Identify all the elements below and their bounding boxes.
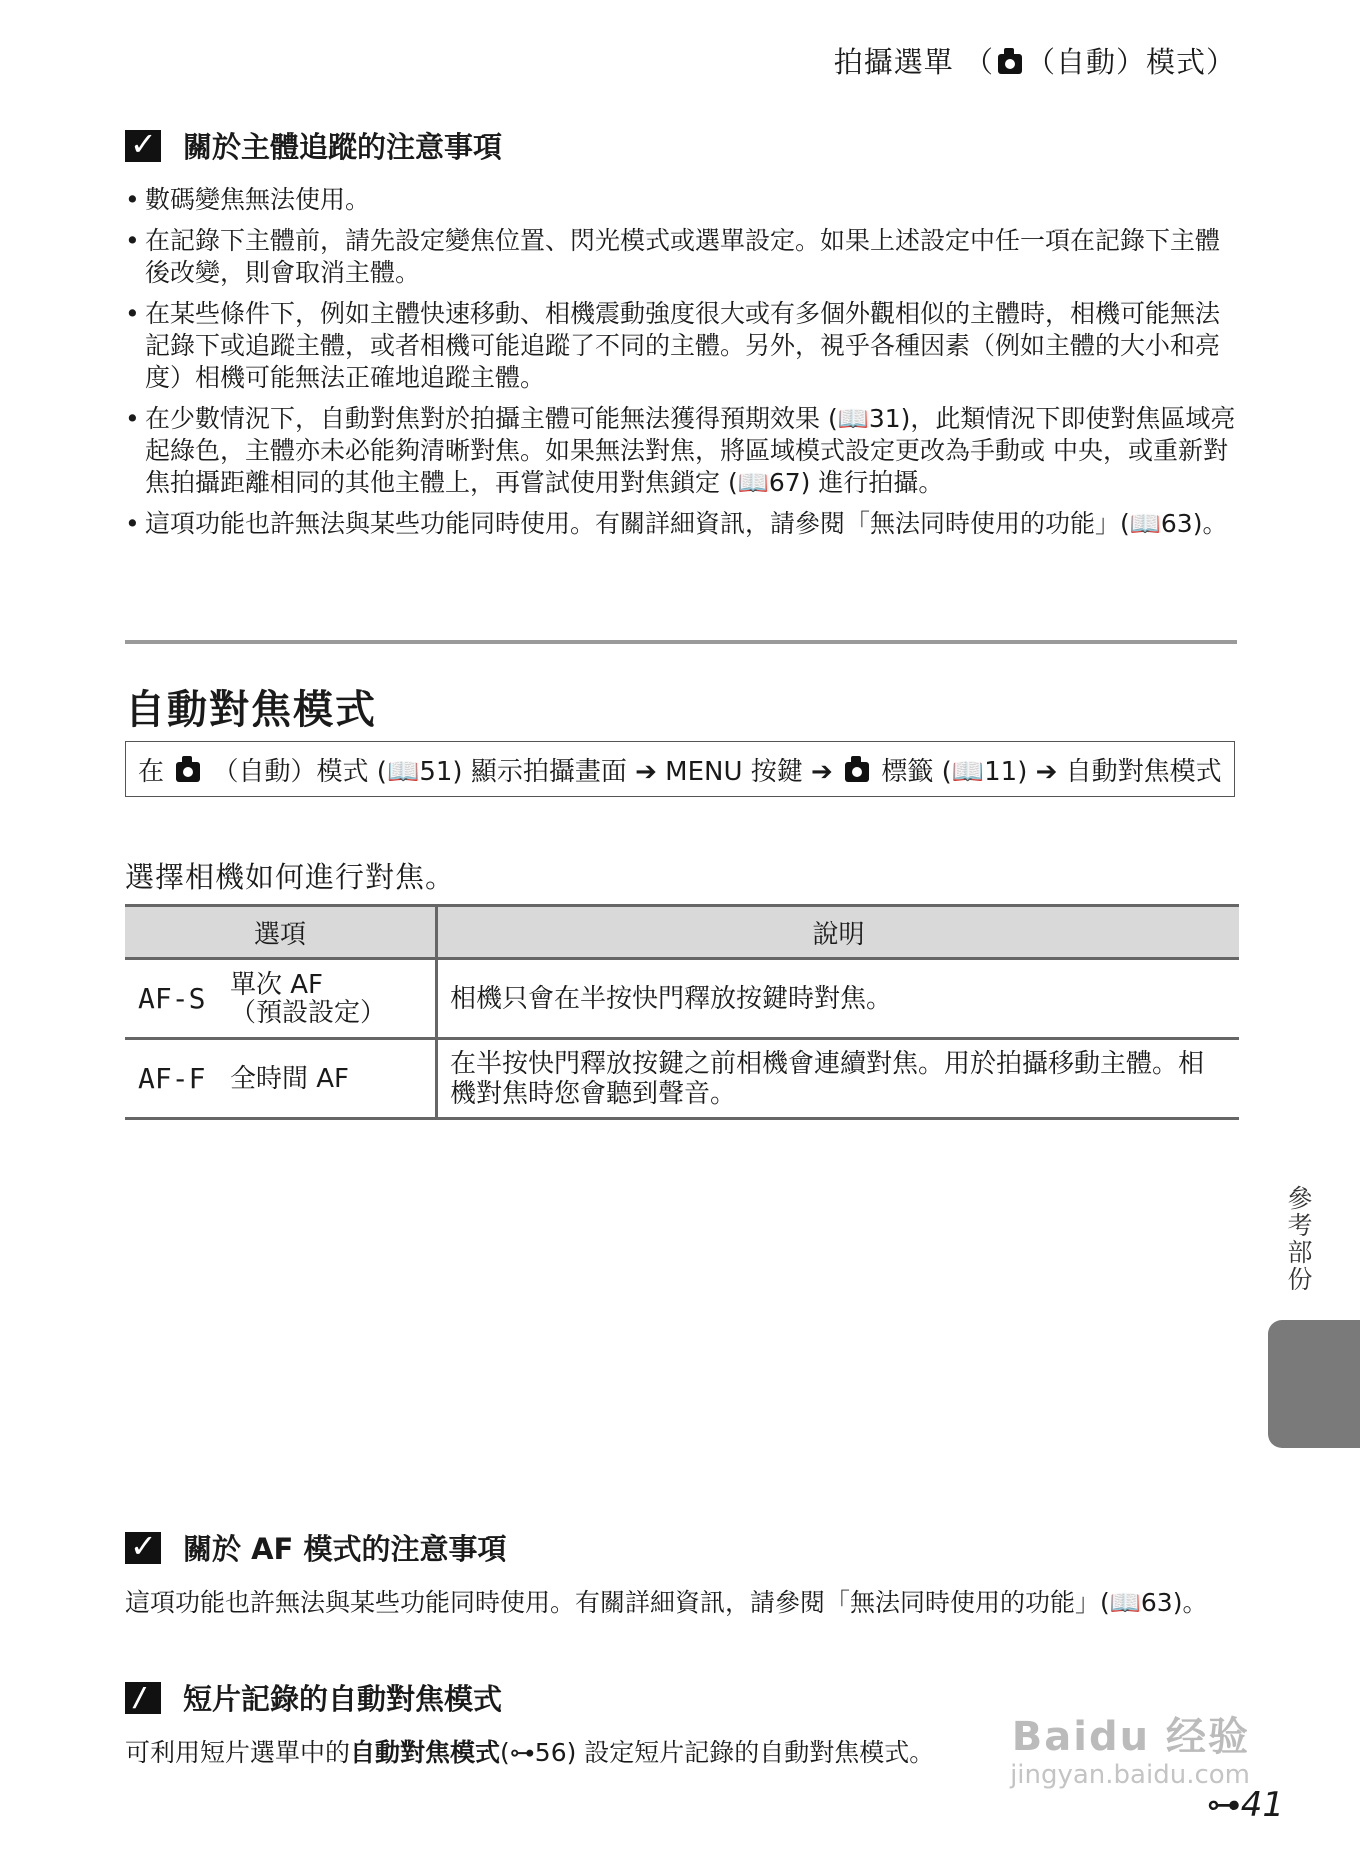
bullet-item: • 在少數情況下，自動對焦對於拍攝主體可能無法獲得預期效果 (📖31)，此類情況下即使對焦區域亮起綠色，主體亦未必能夠清晰對焦。如果無法對焦，將區域模式設定更改為手動或 中央，或重新對焦拍攝距離相同的其他主體上，再嘗試使用對焦鎖定 (📖67) 進行拍攝。 <box>125 403 1240 499</box>
bullet-item: • 這項功能也許無法與某些功能同時使用。有關詳細資訊，請參閱「無法同時使用的功能」(📖63)。 <box>125 508 1240 540</box>
note-af-mode <box>125 1527 1240 1620</box>
side-section-label: 參考部份 <box>1284 1185 1313 1293</box>
camera-icon <box>176 762 200 782</box>
section-intro: 選擇相機如何進行對焦。 <box>125 860 456 894</box>
note-text-part1: 可利用短片選單中的 <box>125 1738 351 1767</box>
path-text-3: 標籤 (📖11) ➔ 自動對焦模式 <box>881 757 1222 787</box>
section-divider <box>125 640 1237 644</box>
column-header-description: 說明 <box>437 906 1240 959</box>
option-cell <box>125 1039 437 1119</box>
check-icon: ✓ <box>125 1532 161 1564</box>
path-text-1: 在 <box>138 757 165 787</box>
path-text-2: （自動）模式 (📖51) 顯示拍攝畫面 ➔ MENU 按鍵 ➔ <box>212 757 833 787</box>
header-title-suffix: （自動）模式） <box>1025 45 1236 79</box>
option-description: 相機只會在半按快門釋放按鍵時對焦。 <box>437 959 1240 1039</box>
watermark-logo: Baidu 经验 <box>1011 1714 1250 1760</box>
table-header-row <box>125 906 1239 959</box>
watermark-url: jingyan.baidu.com <box>1010 1760 1250 1790</box>
camera-tab-icon <box>845 762 869 782</box>
page-number: ⊶41 <box>1206 1785 1284 1825</box>
header-title-prefix: 拍攝選單 <box>833 45 954 79</box>
bullet-item: • 數碼變焦無法使用。 <box>125 184 1240 216</box>
option-code: AF-F <box>138 1062 206 1095</box>
note-text-part2: (⊶56) 設定短片記錄的自動對焦模式。 <box>500 1738 935 1767</box>
bullet-list <box>125 184 1240 540</box>
camera-icon <box>998 54 1022 74</box>
option-name <box>230 971 386 1027</box>
option-cell <box>125 959 437 1039</box>
option-name-line1: 單次 AF <box>230 969 324 1000</box>
bullet-item: • 在某些條件下，例如主體快速移動、相機震動強度很大或有多個外觀相似的主體時，相機可能無法記錄下或追蹤主體，或者相機可能追蹤了不同的主體。另外，視乎各種因素（例如主體的大小和亮度）相機可能無法正確地追蹤主體。 <box>125 298 1240 394</box>
note-text: 這項功能也許無法與某些功能同時使用。有關詳細資訊，請參閱「無法同時使用的功能」(📖63)。 <box>125 1588 1208 1617</box>
bullet-item: • 在記錄下主體前，請先設定變焦位置、閃光模式或選單設定。如果上述設定中任一項在記錄下主體後改變，則會取消主體。 <box>125 225 1240 289</box>
table-row <box>125 1039 1239 1119</box>
note-title: 短片記錄的自動對焦模式 <box>183 1682 503 1716</box>
note-title: 關於 AF 模式的注意事項 <box>183 1532 507 1566</box>
header-open-paren: （ <box>963 45 994 79</box>
table-row <box>125 959 1239 1039</box>
option-name: 全時間 AF <box>230 1063 350 1094</box>
note-title: 關於主體追蹤的注意事項 <box>183 130 503 164</box>
note-heading <box>125 1527 1240 1568</box>
pencil-icon: / <box>125 1682 161 1714</box>
note-subject-tracking <box>125 125 1240 549</box>
menu-path-box <box>125 741 1235 797</box>
check-icon: ✓ <box>125 130 161 162</box>
option-code: AF-S <box>138 982 206 1015</box>
options-table <box>125 904 1239 1120</box>
option-description: 在半按快門釋放按鍵之前相機會連續對焦。用於拍攝移動主體。相機對焦時您會聽到聲音。 <box>437 1039 1240 1119</box>
section-title: 自動對焦模式 <box>125 687 377 733</box>
note-heading <box>125 125 1240 166</box>
side-tab <box>1268 1320 1360 1448</box>
running-header <box>834 40 1236 81</box>
option-name-line2: （預設設定） <box>230 997 387 1028</box>
note-text-bold: 自動對焦模式 <box>350 1738 501 1767</box>
column-header-option: 選項 <box>125 906 437 959</box>
